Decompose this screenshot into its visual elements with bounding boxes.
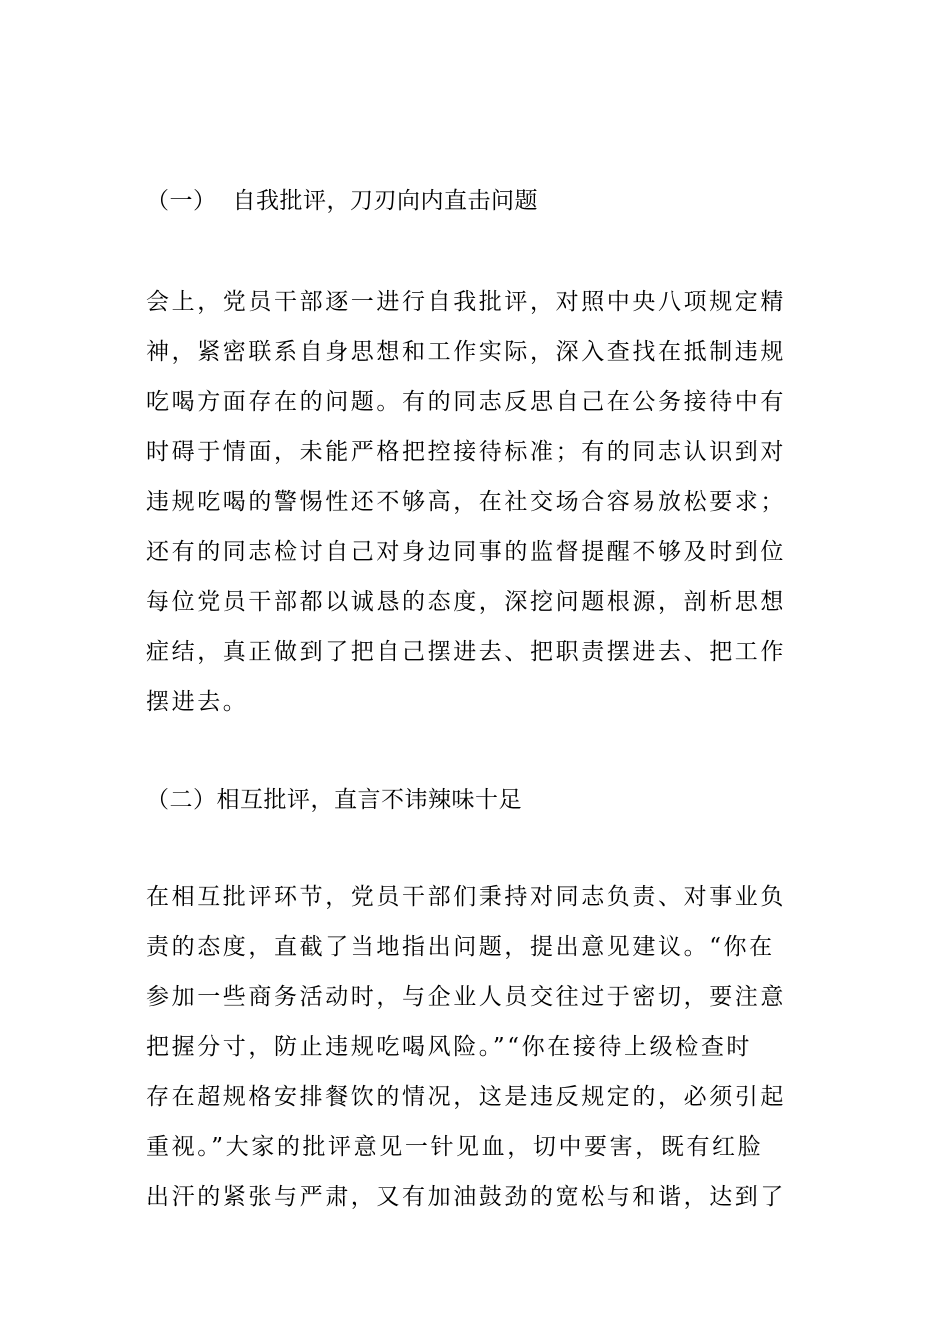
paragraph-line: 症结，真正做到了把自己摆进去、把职责摆进去、把工作: [146, 639, 786, 665]
section-1-title: 自我批评，刀刃向内直击问题: [232, 188, 538, 214]
paragraph-line: 每位党员干部都以诚恳的态度，深挖问题根源，剖析思想: [146, 589, 786, 615]
paragraph-line: 在相互批评环节，党员干部们秉持对同志负责、对事业负: [146, 884, 786, 910]
paragraph-line: 吃喝方面存在的问题。有的同志反思自己在公务接待中有: [146, 389, 786, 415]
paragraph-line: 会上，党员干部逐一进行自我批评，对照中央八项规定精: [146, 289, 786, 315]
paragraph-line: 把握分寸，防止违规吃喝风险。”“你在接待上级检查时: [146, 1034, 753, 1060]
paragraph-line: 责的态度，直截了当地指出问题，提出意见建议。“你在: [146, 934, 775, 960]
section-2-paragraph: [146, 882, 826, 1232]
section-1-number: （一）: [146, 188, 217, 214]
paragraph-line: 参加一些商务活动时，与企业人员交往过于密切，要注意: [146, 984, 786, 1010]
section-1-paragraph: [146, 287, 826, 737]
paragraph-line: 摆进去。: [146, 689, 249, 715]
paragraph-line: 还有的同志检讨自己对身边同事的监督提醒不够及时到位: [146, 539, 786, 565]
paragraph-line: 神，紧密联系自身思想和工作实际，深入查找在抵制违规: [146, 339, 786, 365]
section-2-heading: （二）相互批评，直言不讳辣味十足: [146, 787, 522, 813]
paragraph-line: 违规吃喝的警惕性还不够高，在社交场合容易放松要求；: [146, 489, 786, 515]
paragraph-line: 出汗的紧张与严肃，又有加油鼓劲的宽松与和谐，达到了: [146, 1184, 786, 1210]
paragraph-line: 时碍于情面，未能严格把控接待标准；有的同志认识到对: [146, 439, 786, 465]
paragraph-line: 重视。”大家的批评意见一针见血，切中要害，既有红脸: [146, 1134, 764, 1160]
paragraph-line: 存在超规格安排餐饮的情况，这是违反规定的，必须引起: [146, 1084, 786, 1110]
section-1-heading: [146, 186, 538, 216]
